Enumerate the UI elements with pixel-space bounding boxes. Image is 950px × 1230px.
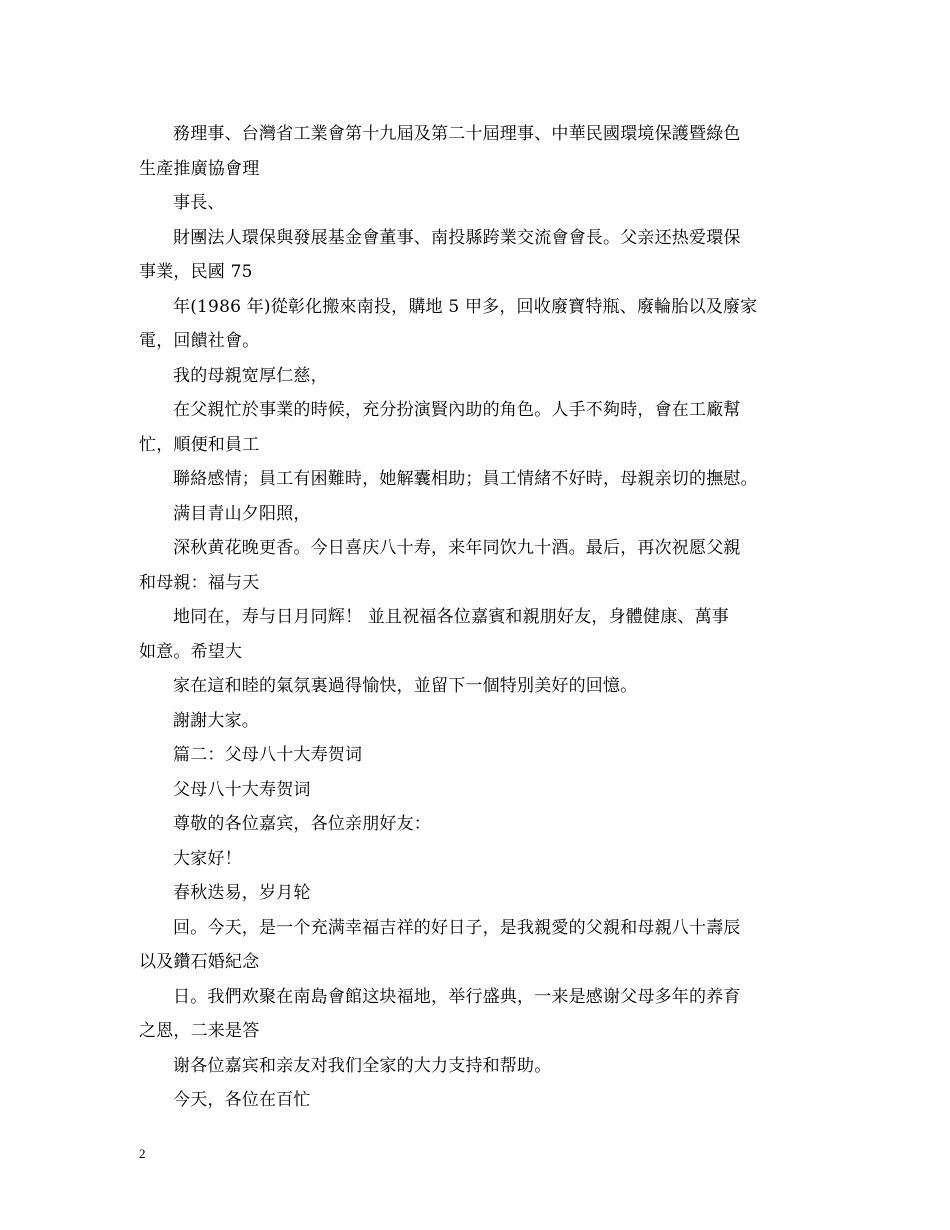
text-line: 父母八十大寿贺词 <box>173 779 311 800</box>
text-line: 事長、 <box>173 193 225 213</box>
text-line: 日。我們欢聚在南島會館这块福地，举行盛典，一来是感谢父母多年的养育 <box>173 986 741 1007</box>
text-line: 謝謝大家。 <box>173 710 259 731</box>
text-line: 我的母親宽厚仁慈， <box>173 365 328 386</box>
text-line: 地同在，寿与日月同辉！ 並且祝福各位嘉賓和親朋好友，身體健康、萬事 <box>173 607 730 627</box>
page-number: 2 <box>139 1146 146 1161</box>
body-text <box>139 117 815 1118</box>
text-line: 年(1986 年)從彰化搬來南投，購地 5 甲多，回收廢寶特瓶、廢輪胎以及廢家 <box>173 296 758 317</box>
text-line: 家在這和睦的氣氛裏過得愉快，並留下一個特別美好的回憶。 <box>173 676 638 696</box>
text-line: 電，回饋社會。 <box>139 331 260 351</box>
text-line: 大家好！ <box>173 848 242 869</box>
text-line: 春秋迭易，岁月轮 <box>173 883 311 903</box>
text-line: 深秋黄花晚更香。今日喜庆八十寿，来年同饮九十酒。最后，再次祝愿父親 <box>173 538 741 558</box>
text-line: 財團法人環保與發展基金會董事、南投縣跨業交流會會長。父亲还热爱環保 <box>173 227 741 248</box>
text-line: 聯絡感情；員工有困難時，她解囊相助；員工情緒不好時，母親亲切的撫慰。 <box>173 469 758 489</box>
text-line: 事業，民國 75 <box>139 262 253 282</box>
text-line: 務理事、台灣省工業會第十九屆及第二十屆理事、中華民國環境保護暨綠色 <box>173 124 741 144</box>
text-line: 在父親忙於事業的時候，充分扮演賢內助的角色。人手不夠時，會在工廠幫 <box>173 400 741 420</box>
text-line: 尊敬的各位嘉宾，各位亲朋好友： <box>173 814 431 834</box>
text-line: 今天，各位在百忙 <box>173 1090 311 1110</box>
text-line: 和母親：福与天 <box>139 572 260 593</box>
text-line: 回。今天，是一个充满幸福吉祥的好日子，是我親愛的父親和母親八十壽辰 <box>173 917 741 938</box>
text-line: 谢各位嘉宾和亲友对我们全家的大力支持和帮助。 <box>173 1055 552 1076</box>
text-line: 之恩，二来是答 <box>139 1021 260 1041</box>
text-line: 满目青山夕阳照， <box>173 503 311 524</box>
text-line: 以及鑽石婚紀念 <box>139 952 260 972</box>
text-line: 篇二：父母八十大寿贺词 <box>173 745 363 765</box>
text-line: 生產推廣協會理 <box>139 158 260 179</box>
text-line: 如意。希望大 <box>139 641 243 662</box>
text-line: 忙，順便和員工 <box>139 434 260 455</box>
